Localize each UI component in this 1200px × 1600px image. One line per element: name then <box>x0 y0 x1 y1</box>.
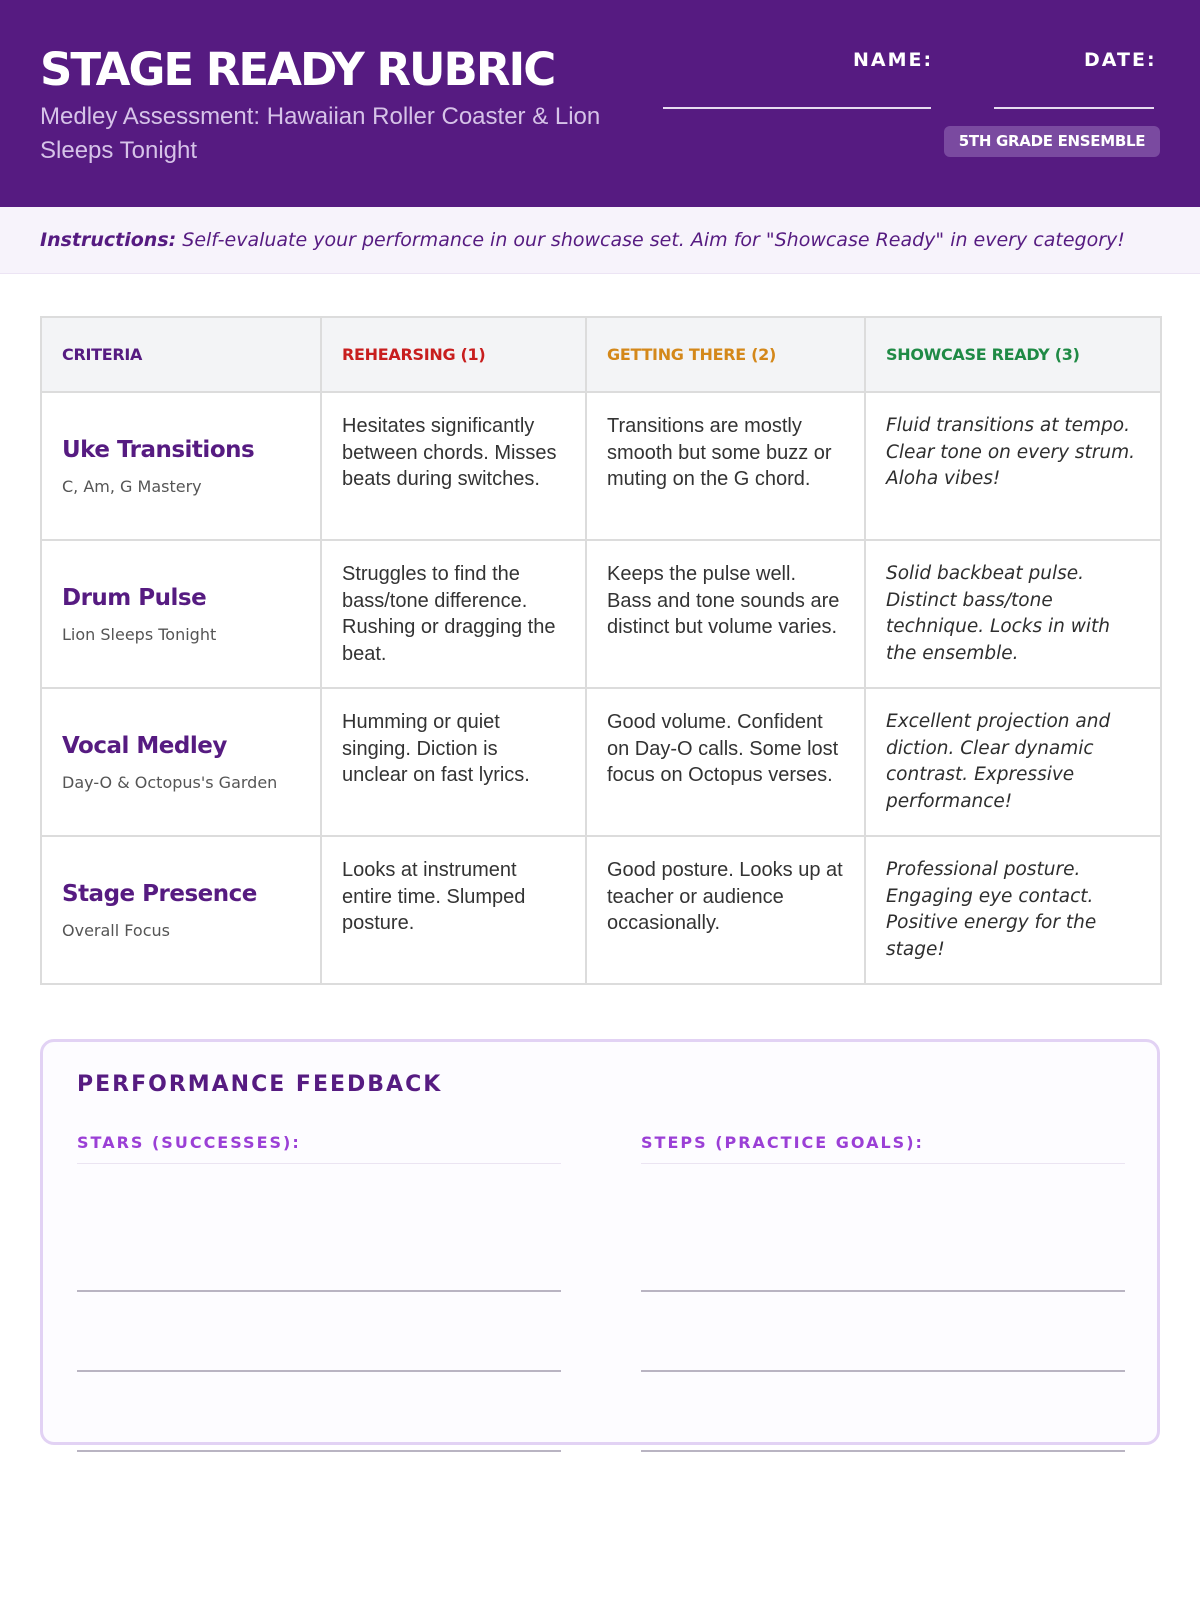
getting-there-cell: Good posture. Looks up at teacher or audience occasionally. <box>586 836 865 984</box>
criteria-cell <box>41 540 321 688</box>
steps-label: STEPS (PRACTICE GOALS): <box>641 1129 1125 1164</box>
criteria-subtitle: Lion Sleeps Tonight <box>62 625 217 644</box>
rubric-header-row <box>41 317 1161 392</box>
name-label: NAME: <box>853 49 934 71</box>
criteria-subtitle: Overall Focus <box>62 921 170 940</box>
column-header-showcase-ready: SHOWCASE READY (3) <box>865 317 1161 392</box>
criteria-subtitle: Day-O & Octopus's Garden <box>62 773 278 792</box>
rehearsing-cell: Hesitates significantly between chords. Misses beats during switches. <box>321 392 586 540</box>
table-row <box>41 392 1161 540</box>
feedback-title: PERFORMANCE FEEDBACK <box>77 1072 443 1097</box>
column-header-criteria: CRITERIA <box>41 317 321 392</box>
getting-there-cell: Transitions are mostly smooth but some buzz or muting on the G chord. <box>586 392 865 540</box>
stars-section <box>77 1129 561 1164</box>
date-label: DATE: <box>1084 49 1157 71</box>
table-row <box>41 540 1161 688</box>
date-field[interactable] <box>994 107 1154 109</box>
criteria-name: Vocal Medley <box>62 733 227 759</box>
table-row <box>41 836 1161 984</box>
rehearsing-cell: Struggles to find the bass/tone difference. Rushing or dragging the beat. <box>321 540 586 688</box>
column-header-rehearsing: REHEARSING (1) <box>321 317 586 392</box>
grade-badge: 5TH GRADE ENSEMBLE <box>944 126 1160 157</box>
steps-write-line[interactable] <box>641 1370 1125 1372</box>
showcase-ready-cell: Solid backbeat pulse. Distinct bass/tone technique. Locks in with the ensemble. <box>865 540 1161 688</box>
name-field[interactable] <box>663 107 931 109</box>
rubric-table <box>40 316 1162 985</box>
steps-write-line[interactable] <box>641 1450 1125 1452</box>
criteria-name: Stage Presence <box>62 881 257 907</box>
steps-write-line[interactable] <box>641 1290 1125 1292</box>
showcase-ready-cell: Excellent projection and diction. Clear dynamic contrast. Expressive performance! <box>865 688 1161 836</box>
steps-section <box>641 1129 1125 1164</box>
rehearsing-cell: Humming or quiet singing. Diction is unclear on fast lyrics. <box>321 688 586 836</box>
stars-write-line[interactable] <box>77 1290 561 1292</box>
showcase-ready-cell: Fluid transitions at tempo. Clear tone on every strum. Aloha vibes! <box>865 392 1161 540</box>
instructions-text: Self-evaluate your performance in our showcase set. Aim for "Showcase Ready" in every category! <box>176 229 1125 251</box>
showcase-ready-cell: Professional posture. Engaging eye contact. Positive energy for the stage! <box>865 836 1161 984</box>
getting-there-cell: Keeps the pulse well. Bass and tone sounds are distinct but volume varies. <box>586 540 865 688</box>
stars-write-line[interactable] <box>77 1450 561 1452</box>
criteria-name: Uke Transitions <box>62 437 255 463</box>
stars-write-line[interactable] <box>77 1370 561 1372</box>
rehearsing-cell: Looks at instrument entire time. Slumped posture. <box>321 836 586 984</box>
stars-label: STARS (SUCCESSES): <box>77 1129 561 1164</box>
criteria-cell <box>41 836 321 984</box>
criteria-cell <box>41 688 321 836</box>
page-subtitle: Medley Assessment: Hawaiian Roller Coaster & Lion Sleeps Tonight <box>40 103 601 164</box>
criteria-name: Drum Pulse <box>62 585 207 611</box>
criteria-subtitle: C, Am, G Mastery <box>62 477 202 496</box>
criteria-cell <box>41 392 321 540</box>
instructions-label: Instructions: <box>40 229 177 251</box>
page-header <box>0 0 1200 207</box>
table-row <box>41 688 1161 836</box>
instructions-bar <box>0 207 1200 274</box>
page-title: STAGE READY RUBRIC <box>40 43 555 96</box>
column-header-getting-there: GETTING THERE (2) <box>586 317 865 392</box>
getting-there-cell: Good volume. Confident on Day-O calls. Some lost focus on Octopus verses. <box>586 688 865 836</box>
performance-feedback-panel <box>40 1039 1160 1445</box>
